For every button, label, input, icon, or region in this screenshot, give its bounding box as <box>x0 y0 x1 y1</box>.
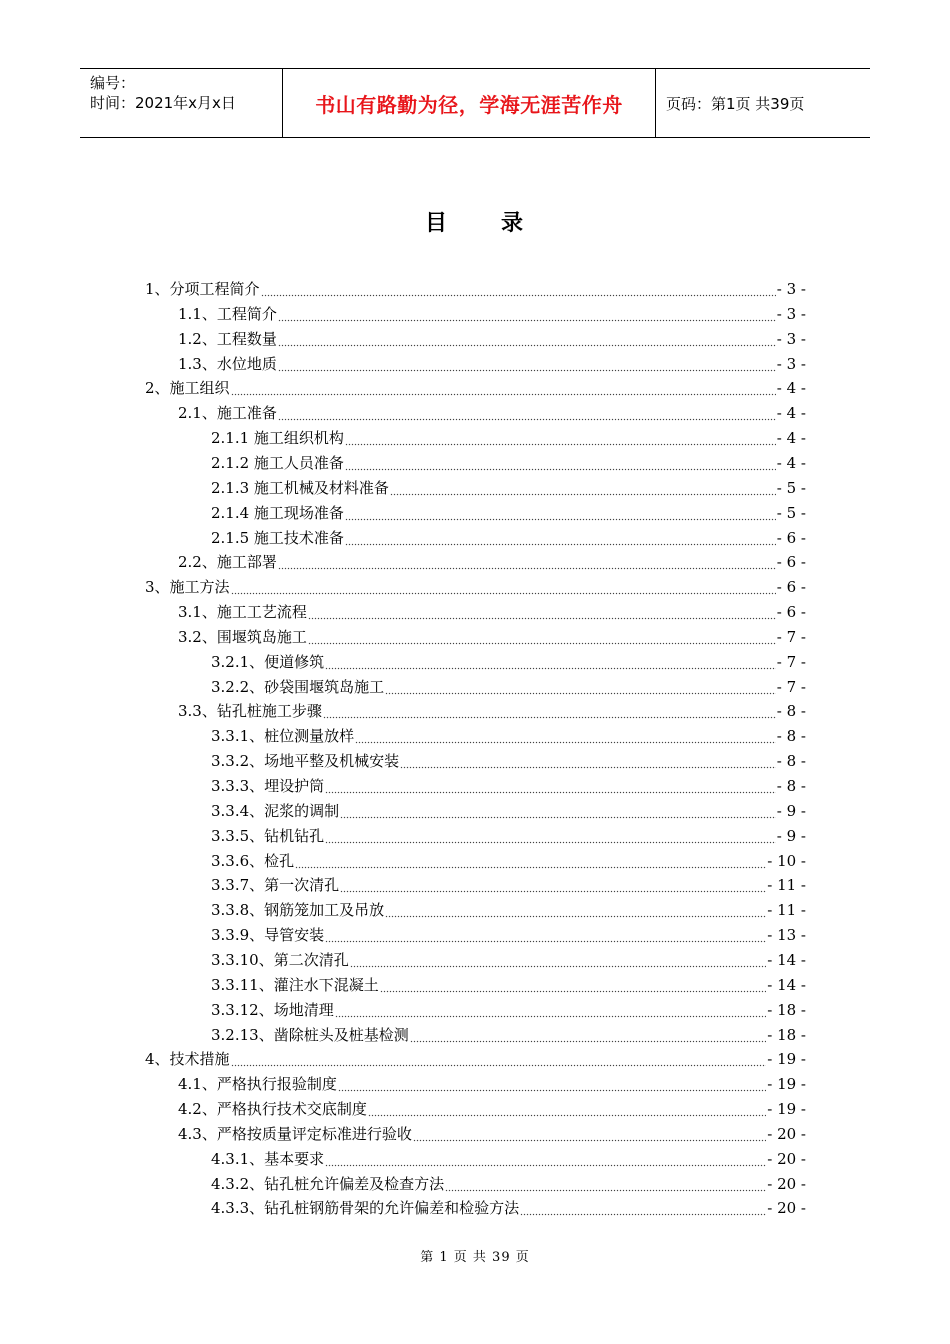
toc-entry-page: - 3 - <box>776 354 806 373</box>
toc-entry-title: 2.2、施工部署 <box>178 553 277 572</box>
header-number-label: 编号： <box>90 74 136 92</box>
toc-entry-title: 2.1.1 施工组织机构 <box>211 429 344 448</box>
toc-entry[interactable] <box>211 774 806 796</box>
toc-entry[interactable] <box>211 849 806 871</box>
toc-entry-page: - 19 - <box>767 1075 806 1094</box>
toc-entry-title: 3、施工方法 <box>145 578 230 597</box>
page-footer: 第 1 页 共 39 页 <box>420 1250 530 1265</box>
toc-entry-title: 4.2、严格执行技术交底制度 <box>178 1100 367 1119</box>
toc-entry-title: 2.1.4 施工现场准备 <box>211 503 344 522</box>
toc-entry-page: - 19 - <box>767 1100 806 1119</box>
toc-dot-leader <box>278 354 776 374</box>
toc-entry-page: - 8 - <box>776 727 806 746</box>
toc-entry-title: 4.3.3、钻孔桩钢筋骨架的允许偏差和检验方法 <box>211 1199 520 1218</box>
toc-entry-title: 3.3.8、钢筋笼加工及吊放 <box>211 901 385 920</box>
toc-entry-title: 3.2.13、凿除桩头及桩基检测 <box>211 1025 409 1044</box>
toc-entry[interactable] <box>211 898 806 920</box>
toc-entry[interactable] <box>211 526 806 548</box>
toc-entry-title: 4、技术措施 <box>145 1050 230 1069</box>
toc-entry-title: 3.3.2、场地平整及机械安装 <box>211 752 400 771</box>
toc-dot-leader <box>400 751 776 771</box>
toc-entry-title: 3.2.2、砂袋围堰筑岛施工 <box>211 677 385 696</box>
toc-entry-title: 3.3.12、场地清理 <box>211 1000 334 1019</box>
toc-entry-page: - 9 - <box>776 826 806 845</box>
toc-entry-page: - 20 - <box>767 1149 806 1168</box>
toc-entry-page: - 7 - <box>776 677 806 696</box>
toc-entry-page: - 11 - <box>767 876 806 895</box>
toc-dot-leader <box>445 1174 766 1194</box>
toc-entry-title: 3.3、钻孔桩施工步骤 <box>178 702 322 721</box>
toc-dot-leader <box>340 875 766 895</box>
toc-entry[interactable] <box>211 948 806 970</box>
toc-entry[interactable] <box>178 600 806 622</box>
toc-dot-leader <box>380 975 767 995</box>
toc-entry[interactable] <box>178 1122 806 1144</box>
toc-entry[interactable] <box>211 1147 806 1169</box>
toc-entry-title: 1.1、工程简介 <box>178 304 277 323</box>
toc-entry-title: 3.3.9、导管安装 <box>211 926 325 945</box>
toc-entry[interactable] <box>211 451 806 473</box>
toc-entry[interactable] <box>211 973 806 995</box>
toc-dot-leader <box>385 677 776 697</box>
toc-entry-page: - 4 - <box>776 429 806 448</box>
toc-dot-leader <box>325 652 776 672</box>
page-header <box>80 68 870 138</box>
toc-dot-leader <box>231 577 776 597</box>
toc-dot-leader <box>345 528 776 548</box>
toc-entry[interactable] <box>211 873 806 895</box>
toc-dot-leader <box>278 403 776 423</box>
header-time: 时间：2021年x月x日 <box>90 94 236 112</box>
toc-entry[interactable] <box>145 277 806 299</box>
toc-entry-title: 4.3.1、基本要求 <box>211 1149 325 1168</box>
toc-entry-title: 2、施工组织 <box>145 379 230 398</box>
toc-entry-page: - 6 - <box>776 528 806 547</box>
toc-dot-leader <box>323 701 776 721</box>
toc-entry-title: 2.1、施工准备 <box>178 404 277 423</box>
toc-dot-leader <box>385 900 766 920</box>
toc-dot-leader <box>350 950 767 970</box>
toc-entry-page: - 13 - <box>767 926 806 945</box>
toc-entry[interactable] <box>178 1097 806 1119</box>
toc-entry-title: 3.3.5、钻机钻孔 <box>211 826 325 845</box>
toc-dot-leader <box>295 851 766 871</box>
toc-entry-page: - 5 - <box>776 503 806 522</box>
toc-entry[interactable] <box>211 998 806 1020</box>
toc-dot-leader <box>278 329 776 349</box>
toc-dot-leader <box>390 478 776 498</box>
toc-entry-page: - 3 - <box>776 304 806 323</box>
toc-entry-title: 1.3、水位地质 <box>178 354 277 373</box>
toc-dot-leader <box>340 801 776 821</box>
toc-entry-title: 1、分项工程简介 <box>145 280 260 298</box>
toc-dot-leader <box>231 378 776 398</box>
toc-dot-leader <box>308 602 776 622</box>
toc-entry-page: - 19 - <box>767 1050 806 1069</box>
toc-entry-title: 3.3.7、第一次清孔 <box>211 876 340 895</box>
toc-dot-leader <box>520 1198 766 1218</box>
toc-entry-title: 3.2.1、便道修筑 <box>211 652 325 671</box>
toc-entry-page: - 7 - <box>776 627 806 646</box>
toc-entry-page: - 4 - <box>776 453 806 472</box>
toc-entry[interactable] <box>178 1072 806 1094</box>
toc-entry-page: - 18 - <box>767 1025 806 1044</box>
toc-entry[interactable] <box>211 923 806 945</box>
toc-entry-title: 3.3.4、泥浆的调制 <box>211 801 340 820</box>
toc-entry[interactable] <box>211 501 806 523</box>
toc-dot-leader <box>308 627 776 647</box>
toc-entry-title: 3.3.6、检孔 <box>211 851 295 870</box>
toc-entry-title: 2.1.5 施工技术准备 <box>211 528 344 547</box>
toc-entry-page: - 9 - <box>776 801 806 820</box>
toc-entry-page: - 11 - <box>767 901 806 920</box>
toc-dot-leader <box>345 453 776 473</box>
toc-entry[interactable] <box>211 749 806 771</box>
toc-entry[interactable] <box>211 824 806 846</box>
toc-dot-leader <box>325 776 776 796</box>
toc-entry-page: - 14 - <box>767 975 806 994</box>
toc-entry-page: - 6 - <box>776 553 806 572</box>
header-page-info: 页码：第1页 共39页 <box>666 94 805 113</box>
toc-dot-leader <box>278 552 776 572</box>
toc-dot-leader <box>413 1124 766 1144</box>
toc-entry-title: 3.1、施工工艺流程 <box>178 603 307 622</box>
toc-entry[interactable] <box>178 302 806 324</box>
toc-entry-title: 2.1.3 施工机械及材料准备 <box>211 478 389 497</box>
toc-entry[interactable] <box>211 650 806 672</box>
toc-dot-leader <box>325 826 776 846</box>
toc-dot-leader <box>278 304 776 324</box>
toc-entry-page: - 4 - <box>776 404 806 423</box>
toc-dot-leader <box>345 503 776 523</box>
toc-entry[interactable] <box>145 575 806 597</box>
toc-entry-title: 4.1、严格执行报验制度 <box>178 1075 337 1094</box>
toc-entry-title: 1.2、工程数量 <box>178 329 277 348</box>
toc-entry[interactable] <box>211 799 806 821</box>
toc-dot-leader <box>345 428 776 448</box>
toc-entry-title: 3.3.1、桩位测量放样 <box>211 727 355 746</box>
toc-dot-leader <box>325 1149 766 1169</box>
toc-entry-page: - 7 - <box>776 652 806 671</box>
toc-entry-page: - 8 - <box>776 777 806 795</box>
toc-entry[interactable] <box>145 1047 806 1069</box>
toc-entry-page: - 3 - <box>776 280 806 298</box>
header-left-cell <box>80 69 282 137</box>
toc-entry-page: - 8 - <box>776 752 806 771</box>
toc-entry[interactable] <box>211 1023 806 1045</box>
toc-entry-title: 3.2、围堰筑岛施工 <box>178 627 307 646</box>
toc-dot-leader <box>335 1000 767 1020</box>
toc-entry-page: - 6 - <box>776 578 806 597</box>
toc-entry[interactable] <box>211 724 806 746</box>
toc-entry-page: - 3 - <box>776 329 806 348</box>
toc-entry-title: 4.3、严格按质量评定标准进行验收 <box>178 1124 412 1143</box>
toc-dot-leader <box>338 1074 766 1094</box>
toc-entry-title: 4.3.2、钻孔桩允许偏差及检查方法 <box>211 1174 445 1193</box>
toc-dot-leader <box>231 1049 767 1069</box>
toc-entry[interactable] <box>211 675 806 697</box>
toc-entry[interactable] <box>178 699 806 721</box>
toc-entry-title: 3.3.11、灌注水下混凝土 <box>211 975 379 994</box>
toc-entry[interactable] <box>211 426 806 448</box>
toc-entry[interactable] <box>211 476 806 498</box>
toc-entry-page: - 6 - <box>776 603 806 622</box>
toc-entry-page: - 8 - <box>776 702 806 721</box>
toc-entry-title: 3.3.10、第二次清孔 <box>211 950 349 969</box>
toc-entry-page: - 4 - <box>776 379 806 398</box>
toc-entry-page: - 20 - <box>767 1174 806 1193</box>
toc-dot-leader <box>410 1025 767 1045</box>
toc-entry[interactable] <box>178 550 806 572</box>
toc-entry-page: - 14 - <box>767 950 806 969</box>
toc-title-right: 录 <box>501 211 526 236</box>
toc-dot-leader <box>261 279 776 299</box>
toc-entry[interactable] <box>178 327 806 349</box>
toc-entry[interactable] <box>178 625 806 647</box>
toc-entry-page: - 10 - <box>767 851 806 870</box>
toc-dot-leader <box>368 1099 766 1119</box>
toc-title <box>0 206 950 237</box>
toc-entry-page: - 20 - <box>767 1199 806 1218</box>
toc-entry-page: - 5 - <box>776 478 806 497</box>
toc-entry-title: 3.3.3、埋设护筒 <box>211 777 325 795</box>
toc-entry[interactable] <box>211 1196 806 1218</box>
toc-entry[interactable] <box>178 401 806 423</box>
toc-entry[interactable] <box>145 376 806 398</box>
toc-dot-leader <box>325 925 766 945</box>
toc-entry[interactable] <box>211 1172 806 1194</box>
toc-title-left: 目 <box>424 211 449 236</box>
toc-entry-title: 2.1.2 施工人员准备 <box>211 453 344 472</box>
header-motto: 书山有路勤为径，学海无涯苦作舟 <box>282 69 656 137</box>
toc-entry-page: - 18 - <box>767 1000 806 1019</box>
toc-entry[interactable] <box>178 352 806 374</box>
toc-entry-page: - 20 - <box>767 1124 806 1143</box>
toc-dot-leader <box>355 726 776 746</box>
